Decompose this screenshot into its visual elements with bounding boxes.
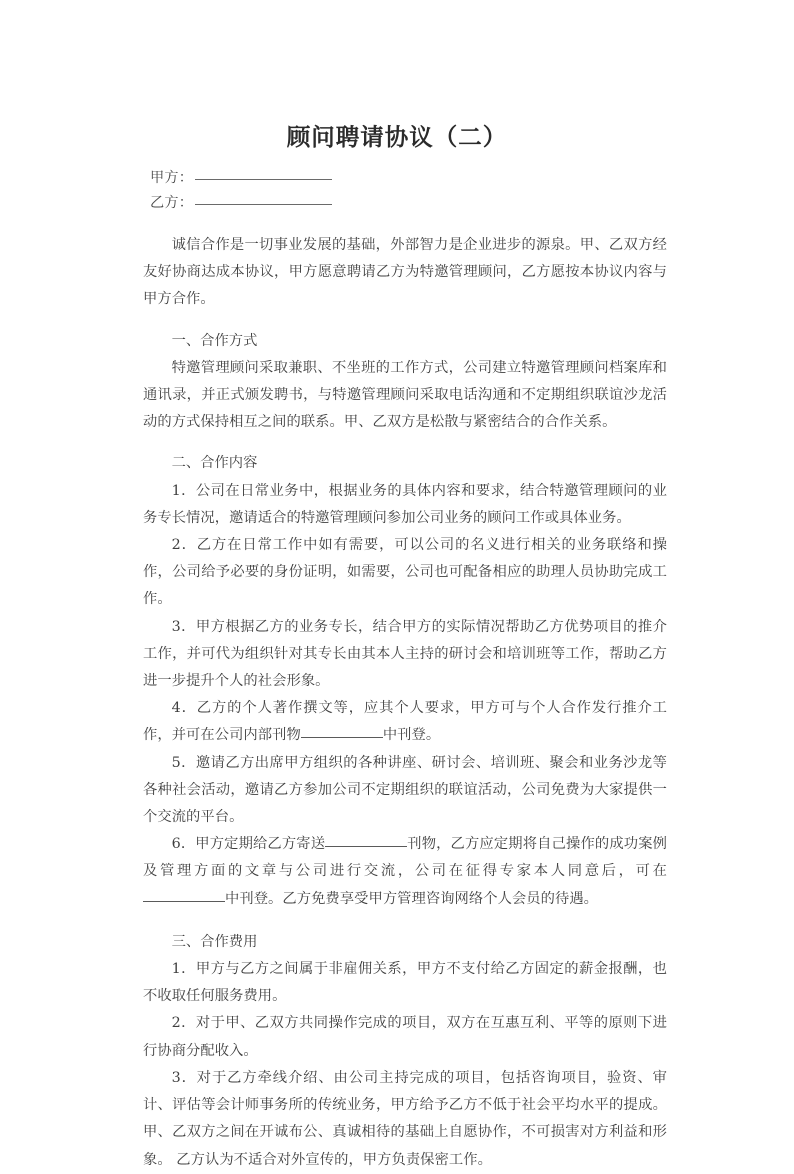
spacer: [143, 216, 667, 232]
section-1-paragraph-1: 特邀管理顾问采取兼职、不坐班的工作方式，公司建立特邀管理顾问档案库和通讯录，并正式颁发聘书，与特邀管理顾问采取电话沟通和不定期组织联谊沙龙活动的方式保持相互之间的联系。甲、乙双方是松散与紧密结合的合作关系。: [143, 359, 667, 431]
section-2-item-6-blank-1[interactable]: [325, 834, 407, 847]
section-2-item-3: 3．甲方根据乙方的业务专长，结合甲方的实际情况帮助乙方优势项目的推介工作，并可代为组织针对其专长由其本人主持的研讨会和培训班等工作，帮助乙方进一步提升个人的社会形象。: [143, 618, 667, 690]
party-value-jiafang-blank[interactable]: [195, 166, 332, 180]
section-2-item-6: [143, 831, 667, 913]
section-2-item-2: 2．乙方在日常工作中如有需要，可以公司的名义进行相关的业务联络和操作，公司给予必要的身份证明，如需要，公司也可配备相应的助理人员协助完成工作。: [143, 537, 667, 608]
section-2-item-4-blank[interactable]: [301, 725, 383, 738]
section-3-item-3: 3．对于乙方牵线介绍、由公司主持完成的项目，包括咨询项目，验资、审计、评估等会计师事务所的传统业务，甲方给予乙方不低于社会平均水平的提成。 甲、乙双方之间在开诚布公、真诚相待的基础上自愿协作，不可损害对方利益和形象。 乙方认为不适合对外宣传的，甲方负责保密工作。: [143, 1069, 667, 1168]
party-label-yifang: 乙方：: [150, 195, 194, 211]
spacer: [143, 913, 667, 929]
section-2-item-6-text-before: 6．甲方定期给乙方寄送: [171, 836, 326, 853]
spacer: [143, 314, 667, 328]
party-value-yifang-blank[interactable]: [195, 191, 332, 205]
section-3-item-1: 1．甲方与乙方之间属于非雇佣关系，甲方不支付给乙方固定的薪金报酬，也不收取任何服务费用。: [143, 961, 667, 1005]
section-2-item-4: [143, 695, 667, 749]
section-2-item-4-text-before: 4．乙方的个人著作撰文等，应其个人要求，甲方可与个人合作发行推介工作，并可在公司内部刊物: [143, 700, 667, 744]
party-label-jiafang: 甲方：: [150, 170, 194, 186]
document-body: [143, 166, 667, 1174]
section-2-item-1: 1．公司在日常业务中，根据业务的具体内容和要求，结合特邀管理顾问的业务专长情况，邀请适合的特邀管理顾问参加公司业务的顾问工作或具体业务。: [143, 482, 667, 526]
section-3-item-2: 2．对于甲、乙双方共同操作完成的项目，双方在互惠互利、平等的原则下进行协商分配收入。: [143, 1015, 667, 1059]
section-2-item-6-text-mid: 刊物，乙方应定期将自己操作的成功案例及管理方面的文章与公司进行交流，公司在征得专家本人同意后，可在: [143, 836, 667, 880]
party-line-yifang: [143, 191, 667, 216]
section-2-item-5: 5．邀请乙方出席甲方组织的各种讲座、研讨会、培训班、聚会和业务沙龙等各种社会活动，邀请乙方参加公司不定期组织的联谊活动，公司免费为大家提供一个交流的平台。: [143, 754, 667, 826]
section-heading-1: 一、合作方式: [171, 332, 258, 349]
preamble-paragraph: 诚信合作是一切事业发展的基础，外部智力是企业进步的源泉。甲、乙双方经友好协商达成本协议，甲方愿意聘请乙方为特邀管理顾问，乙方愿按本协议内容与甲方合作。: [143, 237, 667, 308]
section-2-item-4-text-after: 中刊登。: [382, 727, 441, 744]
section-2-item-6-blank-2[interactable]: [143, 889, 225, 902]
page-title: 顾问聘请协议（二）: [286, 123, 508, 151]
spacer: [143, 436, 667, 450]
section-2-item-6-text-after: 中刊登。乙方免费享受甲方管理咨询网络个人会员的待遇。: [225, 890, 599, 907]
section-heading-2: 二、合作内容: [171, 455, 258, 472]
party-line-jiafang: [143, 166, 667, 191]
section-heading-3: 三、合作费用: [171, 933, 258, 950]
